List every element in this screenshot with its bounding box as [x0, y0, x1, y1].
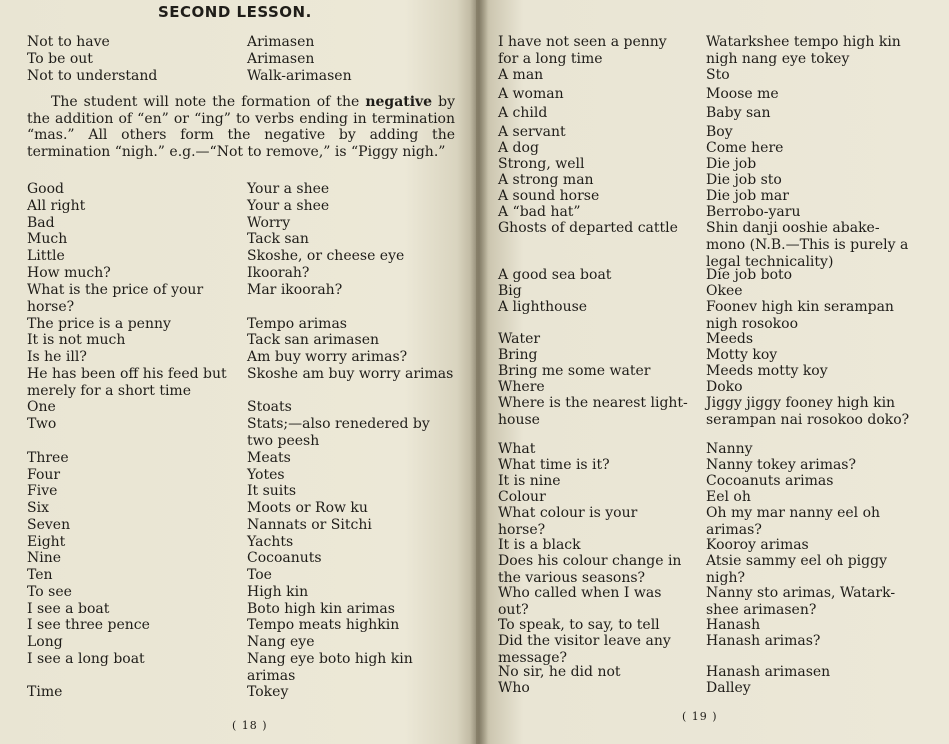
pidgin-term: Worry [247, 215, 291, 231]
pidgin-term: Meats [247, 450, 291, 466]
english-term: Not to have [27, 34, 110, 50]
pidgin-term: Arimasen [247, 34, 315, 50]
english-term: I see a boat [27, 601, 110, 617]
pidgin-term: Boy [706, 124, 733, 140]
english-term: All right [27, 198, 86, 214]
english-term: What colour is your horse? [498, 505, 638, 538]
english-term: What [498, 441, 536, 457]
pidgin-term: Mar ikoorah? [247, 282, 343, 298]
pidgin-term: Tack san [247, 231, 309, 247]
pidgin-term: Toe [247, 567, 272, 583]
english-term: Big [498, 283, 522, 299]
grammar-note [27, 94, 455, 160]
pidgin-term: Come here [706, 140, 784, 156]
right-page [476, 0, 949, 744]
english-term: He has been off his feed but merely for a short time [27, 366, 227, 399]
pidgin-term: Yachts [247, 534, 294, 550]
pidgin-term: Tempo meats highkin [247, 617, 400, 633]
english-term: Good [27, 181, 65, 197]
english-term: The price is a penny [27, 316, 171, 332]
english-term: Two [27, 416, 57, 432]
english-term: Where [498, 379, 545, 395]
english-term: To see [27, 584, 72, 600]
pidgin-term: Nannats or Sitchi [247, 517, 372, 533]
pidgin-term: Moose me [706, 86, 779, 102]
pidgin-term: Stats;—also renedered by two peesh [247, 416, 430, 449]
pidgin-term: Arimasen [247, 51, 315, 67]
pidgin-term: Meeds motty koy [706, 363, 828, 379]
pidgin-term: High kin [247, 584, 309, 600]
english-term: Long [27, 634, 63, 650]
english-term: Not to understand [27, 68, 158, 84]
pidgin-term: Yotes [247, 467, 285, 483]
english-term: Ghosts of departed cattle [498, 220, 678, 236]
pidgin-term: Hanash arimas? [706, 633, 821, 649]
english-term: Little [27, 248, 65, 264]
pidgin-term: Ikoorah? [247, 265, 310, 281]
pidgin-term: Die job boto [706, 267, 793, 283]
pidgin-term: Hanash arimasen [706, 664, 831, 680]
english-term: A lighthouse [498, 299, 588, 315]
pidgin-term: Kooroy arimas [706, 537, 809, 553]
pidgin-term: Boto high kin arimas [247, 601, 395, 617]
pidgin-term: Meeds [706, 331, 754, 347]
page-number: ( 19 ) [682, 710, 718, 723]
pidgin-term: Moots or Row ku [247, 500, 368, 516]
english-term: Where is the nearest light-house [498, 395, 688, 428]
pidgin-term: Baby san [706, 105, 771, 121]
english-term: Six [27, 500, 49, 516]
pidgin-term: Shin danji ooshie abake-mono (N.B.—This is purely a legal technicality) [706, 220, 909, 270]
note-text: The student will note the formation of the [51, 94, 366, 110]
pidgin-term: Okee [706, 283, 743, 299]
english-term: Nine [27, 550, 62, 566]
english-term: Who called when I was out? [498, 585, 662, 618]
pidgin-term: Stoats [247, 399, 292, 415]
pidgin-term: Your a shee [247, 181, 330, 197]
english-term: How much? [27, 265, 111, 281]
pidgin-term: Doko [706, 379, 743, 395]
english-term: A “bad hat” [498, 204, 581, 220]
english-term: Bad [27, 215, 55, 231]
book-gutter [470, 0, 488, 744]
english-term: It is not much [27, 332, 126, 348]
english-term: Bring me some water [498, 363, 651, 379]
pidgin-term: Am buy worry arimas? [247, 349, 408, 365]
english-term: Eight [27, 534, 66, 550]
english-term: Ten [27, 567, 53, 583]
english-term: A man [498, 67, 544, 83]
lesson-heading: SECOND LESSON. [158, 3, 312, 21]
pidgin-term: Tokey [247, 684, 289, 700]
english-term: Colour [498, 489, 546, 505]
english-term: What is the price of your horse? [27, 282, 204, 315]
english-term: A dog [498, 140, 539, 156]
english-term: A sound horse [498, 188, 600, 204]
pidgin-term: Nanny tokey arimas? [706, 457, 857, 473]
pidgin-term: Die job mar [706, 188, 789, 204]
pidgin-term: Atsie sammy eel oh piggy nigh? [706, 553, 887, 586]
english-term: Water [498, 331, 541, 347]
english-term: No sir, he did not [498, 664, 621, 680]
english-term: I have not seen a penny for a long time [498, 34, 667, 67]
pidgin-term: Sto [706, 67, 730, 83]
english-term: Three [27, 450, 69, 466]
pidgin-term: Motty koy [706, 347, 778, 363]
page-number: ( 18 ) [232, 719, 268, 732]
pidgin-term: Cocoanuts arimas [706, 473, 834, 489]
english-term: Does his colour change in the various seasons? [498, 553, 682, 586]
english-term: A strong man [498, 172, 594, 188]
pidgin-term: Dalley [706, 680, 751, 696]
pidgin-term: Nang eye [247, 634, 315, 650]
english-term: Who [498, 680, 530, 696]
english-term: A good sea boat [498, 267, 612, 283]
pidgin-term: Cocoanuts [247, 550, 322, 566]
pidgin-term: Nanny [706, 441, 753, 457]
pidgin-term: Eel oh [706, 489, 751, 505]
english-term: It is nine [498, 473, 561, 489]
english-term: What time is it? [498, 457, 610, 473]
english-term: To speak, to say, to tell [498, 617, 660, 633]
pidgin-term: Watarkshee tempo high kin nigh nang eye tokey [706, 34, 901, 67]
pidgin-term: It suits [247, 483, 297, 499]
english-term: Bring [498, 347, 538, 363]
pidgin-term: Jiggy jiggy fooney high kin serampan nai rosokoo doko? [706, 395, 910, 428]
english-term: I see a long boat [27, 651, 145, 667]
note-bold-word: negative [365, 94, 433, 110]
english-term: Time [27, 684, 63, 700]
english-term: Seven [27, 517, 71, 533]
pidgin-term: Skoshe, or cheese eye [247, 248, 405, 264]
pidgin-term: Nang eye boto high kin arimas [247, 651, 413, 684]
pidgin-term: Tempo arimas [247, 316, 347, 332]
english-term: Four [27, 467, 61, 483]
pidgin-term: Tack san arimasen [247, 332, 379, 348]
english-term: It is a black [498, 537, 581, 553]
pidgin-term: Die job sto [706, 172, 782, 188]
pidgin-term: Die job [706, 156, 757, 172]
english-term: A servant [498, 124, 566, 140]
english-term: Did the visitor leave any message? [498, 633, 671, 666]
pidgin-term: Oh my mar nanny eel oh arimas? [706, 505, 881, 538]
english-term: A woman [498, 86, 564, 102]
english-term: To be out [27, 51, 93, 67]
english-term: One [27, 399, 56, 415]
pidgin-term: Walk-arimasen [247, 68, 352, 84]
pidgin-term: Nanny sto arimas, Watark-shee arimasen? [706, 585, 896, 618]
pidgin-term: Foonev high kin serampan nigh rosokoo [706, 299, 894, 332]
english-term: Five [27, 483, 58, 499]
english-term: I see three pence [27, 617, 150, 633]
english-term: Strong, well [498, 156, 585, 172]
pidgin-term: Your a shee [247, 198, 330, 214]
english-term: A child [498, 105, 548, 121]
note-text: by the addition of “en” or “ing” to verbs ending in termination “mas.” All others form the negative by adding the termination “nigh.” e.g.—“Not to remove,” is “Piggy nigh.” [27, 94, 455, 160]
english-term: Is he ill? [27, 349, 87, 365]
pidgin-term: Hanash [706, 617, 761, 633]
english-term: Much [27, 231, 68, 247]
pidgin-term: Berrobo-yaru [706, 204, 801, 220]
pidgin-term: Skoshe am buy worry arimas [247, 366, 454, 382]
